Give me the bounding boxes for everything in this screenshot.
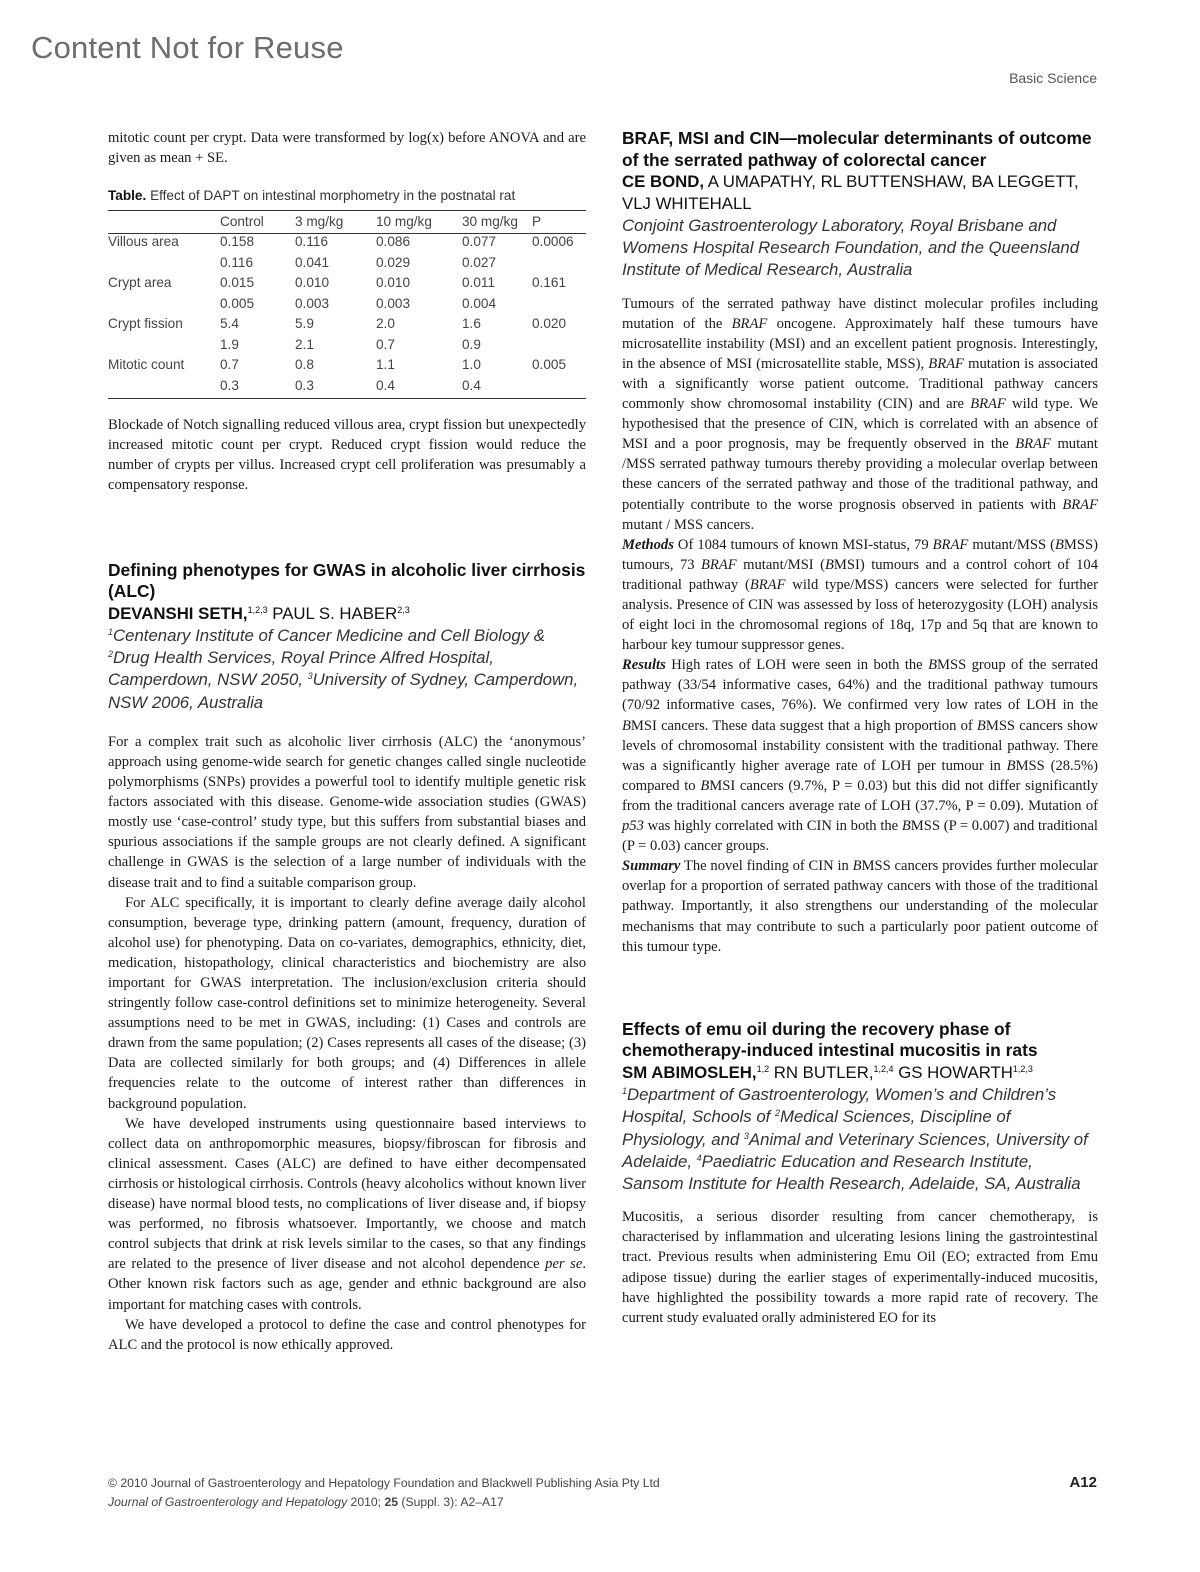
table-header-cell: 30 mg/kg xyxy=(462,211,532,234)
journal-name: Journal of Gastroenterology and Hepatology xyxy=(108,1495,348,1509)
paragraph-segment: We have developed instruments using questionnaire based interviews to collect data on anthropomorphic measures, biopsy/fibroscan for fibrosis and clinical assessment. Cases (ALC) are defined to have either decompensated cirrhosis or histological cirrhosis. Controls (heavy alcoholics without known liver disease) have normal blood tests, no complications of liver disease and, if biopsy was performed, no fibrosis whatsoever. Importantly, we choose and match control subjects that drink at risk levels similar to the cases, so that any findings are related to the presence of liver disease and not alcohol dependence xyxy=(108,1115,586,1273)
text-segment: Of 1084 tumours of known MSI-status, 79 xyxy=(673,536,933,553)
table-row-label xyxy=(108,337,220,358)
table-cell: 0.8 xyxy=(295,357,314,373)
table-row xyxy=(108,275,586,296)
italic-term: B xyxy=(825,556,834,573)
author-names: A UMAPATHY, RL BUTTENSHAW, BA LEGGETT, VLJ WHITEHALL xyxy=(622,172,1079,213)
table-cell: 0.158 xyxy=(220,234,255,250)
italic-term: p53 xyxy=(622,818,644,835)
watermark: Content Not for Reuse xyxy=(31,30,344,65)
methods-heading: Methods xyxy=(622,536,674,553)
journal-volume: 25 xyxy=(384,1495,399,1509)
table-cell: 0.4 xyxy=(376,378,462,399)
table-row-label: Mitotic count xyxy=(108,357,185,373)
table-header-cell: 3 mg/kg xyxy=(295,211,376,234)
abstract-paragraph: For a complex trait such as alcoholic liver cirrhosis (ALC) the ‘anonymous’ approach using genome-wide search for genetic changes called single nucleotide polymorphisms (SNPs) provides a powerful tool to identify multiple genetic risk factors associated with this disease. Genome-wide association studies (GWAS) mostly use ‘case-control’ study type, but this suffers from substantial biases and spurious associations if the sample groups are not clearly defined. A significant challenge in GWAS is the selection of a large number of individuals with the disease trait and to find a suitable comparison group. xyxy=(108,733,586,891)
table-row-label: Crypt area xyxy=(108,275,172,291)
table-cell: 5.4 xyxy=(220,316,239,332)
text-segment: mutant/MSI ( xyxy=(736,556,825,573)
text-segment: mutant/MSS ( xyxy=(968,536,1055,553)
table-cell: 0.003 xyxy=(376,295,411,311)
table-row xyxy=(108,378,586,399)
table-cell: 5.9 xyxy=(295,316,314,332)
affil-text: Medical Sciences, Discipline of Physiology, and xyxy=(622,1107,1011,1149)
text-segment: MSS cancers show levels of chromosomal instability consistent with the traditional pathway. There was a significantly higher average rate of LOH per tumour in xyxy=(622,717,1098,774)
abstract-paragraph xyxy=(622,294,1098,535)
table-cell: 0.029 xyxy=(376,254,411,270)
table-cell: 0.020 xyxy=(532,316,567,332)
table-cell: 0.010 xyxy=(295,275,330,291)
affil-text: Paediatric Education and Research Institute, Sansom Institute for Health Research, Adelaide, SA, Australia xyxy=(622,1151,1081,1194)
author-name: RN BUTLER, xyxy=(769,1062,874,1082)
abstract-paragraph: For ALC specifically, it is important to clearly define average daily alcohol consumption, beverage type, drinking pattern (amount, frequency, duration of alcohol use) for phenotyping. Data on co-variates, demographics, ethnicity, diet, medication, histopathology, clinical characteristics and biochemistry are also important for GWAS interpretation. The inclusion/exclusion criteria should stringently follow case-control definitions set to minimize heterogeneity. Several assumptions need to be met in GWAS, including: (1) Cases and controls are drawn from the same population; (2) Cases represents all cases of the disease; (3) Data are collected similarly for both groups; and (4) Differences in allele frequencies relate to the outcome of interest rather than differences in background population. xyxy=(108,894,586,1112)
author-sup: 1,2,3 xyxy=(247,604,268,615)
article-title: Defining phenotypes for GWAS in alcoholic liver cirrhosis (ALC) xyxy=(108,559,586,602)
text-segment: MSI cancers (9.7%, P = 0.03) but this did not differ significantly from the traditional cancers average rate of LOH (37.7%, P = 0.09). Mutation of xyxy=(622,777,1098,814)
abstract-results xyxy=(622,655,1098,856)
text-segment: oncogene. Approximately half these tumours have microsatellite instability (MSI) and an excellent patient prognosis. Interestingly, in the absence of MSI (microsatellite stable, MSS), xyxy=(622,315,1098,372)
author-name: CE BOND, xyxy=(622,172,705,191)
italic-term: BRAF xyxy=(701,556,737,573)
table-header-cell: 10 mg/kg xyxy=(376,211,462,234)
journal-issue-pages: (Suppl. 3): A2–A17 xyxy=(398,1495,504,1509)
table-cell xyxy=(532,337,586,358)
right-column xyxy=(622,128,1098,1328)
summary-heading: Summary xyxy=(622,858,681,875)
text-segment: High rates of LOH were seen in both the xyxy=(665,657,929,674)
table-discussion-text: Blockade of Notch signalling reduced villous area, crypt fission but unexpectedly increased mitotic count per crypt. Reduced crypt fission would reduce the number of crypts per villus. Increased crypt cell proliferation was presumably a compensatory response. xyxy=(108,417,586,494)
table-cell: 0.011 xyxy=(462,275,496,291)
table-cell: 0.015 xyxy=(220,275,255,291)
table-cell xyxy=(532,255,586,276)
results-text xyxy=(622,657,1098,854)
affil-sup: 3 xyxy=(743,1130,749,1141)
affil-sup: 1 xyxy=(108,627,114,638)
table-cell: 0.010 xyxy=(376,275,411,291)
author-sup: 1,2,4 xyxy=(873,1063,894,1074)
table-caption xyxy=(108,188,586,203)
italic-term: B xyxy=(1006,757,1016,774)
table-cell: 0.9 xyxy=(462,336,481,352)
table-row-label xyxy=(108,296,220,317)
italic-term: B xyxy=(852,858,862,875)
table-cell: 1.6 xyxy=(462,316,481,332)
article-title: BRAF, MSI and CIN—molecular determinants of outcome of the serrated pathway of colorectal cancer xyxy=(622,128,1092,170)
italic-term: BRAF xyxy=(731,315,768,332)
article-title: Effects of emu oil during the recovery phase of chemotherapy-induced intestinal mucositis in rats xyxy=(622,1018,1038,1061)
table-cell: 0.116 xyxy=(220,254,254,270)
abstract-paragraph: Mucositis, a serious disorder resulting from cancer chemotherapy, is characterised by inflammation and ulcerating lesions lining the gastrointestinal tract. Previous results when administering Emu Oil (EO; extracted from Emu adipose tissue) during the earlier stages of experimentally-induced mucositis, have highlighted the possibility towards a more rapid rate of recovery. The current study evaluated orally administered EO for its xyxy=(622,1209,1098,1326)
morphometry-table xyxy=(108,210,586,399)
article-affiliations: Conjoint Gastroenterology Laboratory, Royal Brisbane and Womens Hospital Research Foundation, and the Queensland Institute of Medical Research, Australia xyxy=(622,216,1080,280)
article-authors xyxy=(622,171,1098,214)
text-segment: wild type. We hypothesised that the presence of CIN, which is correlated with an absence of MSI and a poor prognosis, may be frequently observed in the xyxy=(622,396,1098,453)
table-row-label xyxy=(108,378,220,399)
author-sup: 1,2 xyxy=(756,1063,770,1074)
table-header-row xyxy=(108,211,586,234)
table-cell: 0.005 xyxy=(220,295,255,311)
table-row xyxy=(108,357,586,378)
table-row xyxy=(108,316,586,337)
text-segment: MSS (28.5%) compared to xyxy=(622,757,1098,794)
table-cell: 0.004 xyxy=(462,295,497,311)
table-row xyxy=(108,296,586,317)
italic-term: BRAF xyxy=(932,536,969,553)
italic-term: B xyxy=(1055,536,1064,553)
text-segment: mutant / MSS cancers. xyxy=(622,516,755,533)
affil-text: Department of Gastroenterology, Women’s and Children’s Hospital, Schools of xyxy=(622,1085,1057,1127)
left-column xyxy=(108,128,586,1355)
table-cell: 2.1 xyxy=(295,336,314,352)
abstract-summary xyxy=(622,856,1098,956)
abstract-paragraph xyxy=(108,1114,586,1315)
text-segment: MSS group of the serrated pathway (33/54 informative cases, 64%) and the traditional pathway tumours (70/92 informative cases, 76%). We confirmed very low rates of LOH in the xyxy=(622,657,1098,714)
journal-year: 2010; xyxy=(347,1495,385,1509)
italic-term: B xyxy=(901,818,911,835)
table-cell: 0.003 xyxy=(295,295,330,311)
methods-text xyxy=(622,537,1098,653)
italic-term: B xyxy=(622,717,631,734)
table-header-cell: Control xyxy=(220,211,295,234)
table-cell: 1.9 xyxy=(220,336,239,352)
table-header-cell: P xyxy=(532,211,586,234)
text-segment: MSS cancers provides further molecular overlap for a proportion of serrated pathway cancers with those of the traditional pathway. Importantly, it also strengthens our understanding of the molecular mechanisms that may contribute to such a particularly poor patient outcome of this tumour type. xyxy=(622,858,1099,955)
italic-term: B xyxy=(928,657,937,674)
author-name: PAUL S. HABER xyxy=(267,603,398,623)
table-cell: 0.041 xyxy=(295,254,330,270)
table-cell: 0.161 xyxy=(532,275,567,291)
table-cell: 0.116 xyxy=(295,234,329,250)
article-authors xyxy=(108,603,586,625)
table-cell: 0.3 xyxy=(220,378,295,399)
author-name: DEVANSHI SETH, xyxy=(108,603,248,623)
text-segment: was highly correlated with CIN in both the xyxy=(643,818,902,835)
table-row xyxy=(108,234,586,255)
text-segment: Tumours of the serrated pathway have distinct molecular profiles including mutation of the xyxy=(622,295,1098,332)
affil-sup: 1 xyxy=(622,1086,628,1097)
author-sup: 2,3 xyxy=(397,604,410,615)
text-segment: MSI) tumours and a control cohort of 104 traditional pathway ( xyxy=(622,556,1099,593)
table-cell: 0.7 xyxy=(220,357,239,373)
table-caption-label: Table. xyxy=(108,188,147,204)
summary-text xyxy=(622,858,1098,954)
page-number: A12 xyxy=(1069,1474,1097,1491)
table-row-label xyxy=(108,255,220,276)
footer-journal-citation xyxy=(108,1495,504,1509)
abstract-methods xyxy=(622,535,1098,656)
table-cell: 0.027 xyxy=(462,254,497,270)
table-row-label: Villous area xyxy=(108,234,179,250)
article-affiliations xyxy=(108,625,586,714)
text-segment: The novel finding of CIN in xyxy=(680,858,853,875)
table-cell: 1.1 xyxy=(376,357,395,373)
text-segment: MSI cancers. These data suggest that a high proportion of xyxy=(630,717,977,734)
table-cell: 1.0 xyxy=(462,357,481,373)
italic-term: BRAF xyxy=(970,396,1006,413)
affil-sup: 4 xyxy=(696,1152,702,1163)
table-row xyxy=(108,255,586,276)
footer-copyright: © 2010 Journal of Gastroenterology and Hepatology Foundation and Blackwell Publishing Asia Pty Ltd xyxy=(108,1476,660,1490)
text-segment: MSS) tumours, 73 xyxy=(622,536,1098,573)
table-header-cell xyxy=(108,211,220,234)
affil-sup: 2 xyxy=(774,1108,780,1119)
paragraph-segment: . Other known risk factors such as age, gender and ethnic background are also important for matching cases with controls. xyxy=(108,1256,586,1313)
table-row-label: Crypt fission xyxy=(108,316,183,332)
article-affiliations xyxy=(622,1084,1098,1195)
italic-term: BRAF xyxy=(928,355,964,372)
table-cell: 0.077 xyxy=(462,234,497,250)
table-cell: 0.086 xyxy=(376,234,411,250)
table-cell: 0.7 xyxy=(376,336,395,352)
previous-abstract-text: mitotic count per crypt. Data were transformed by log(x) before ANOVA and are given as mean + SE. xyxy=(108,130,586,167)
italic-term: B xyxy=(976,717,986,734)
article-authors xyxy=(622,1062,1098,1084)
text-segment: MSS (P = 0.007) and traditional (P = 0.03) cancer groups. xyxy=(622,818,1098,855)
table-cell: 0.3 xyxy=(295,378,376,399)
text-segment: wild type/MSS) cancers were selected for further analysis. Presence of CIN was assessed by loss of heterozygosity (LOH) analysis of eight loci in the chromosomal regions of 18q, 17p and 5q that are known to harbour key tumour suppressor genes. xyxy=(622,576,1098,654)
italic-term: B xyxy=(700,777,710,794)
table-cell xyxy=(532,378,586,399)
author-sup: 1,2,3 xyxy=(1012,1063,1033,1074)
text-segment: mutant /MSS serrated pathway tumours thereby providing a molecular overlap between these cancers of the serrated pathway and those of the traditional pathway, and potentially contribute to the worse prognosis observed in patients with xyxy=(622,436,1098,513)
table-cell: 0.0006 xyxy=(532,234,574,250)
author-name: GS HOWARTH xyxy=(893,1062,1013,1082)
affil-text: University of Sydney, Camperdown, NSW 2006, Australia xyxy=(108,670,579,712)
abstract-paragraph: We have developed a protocol to define the case and control phenotypes for ALC and the protocol is now ethically approved. xyxy=(108,1316,586,1353)
affil-text: Animal and Veterinary Sciences, University of Adelaide, xyxy=(622,1129,1088,1171)
affil-sup: 2 xyxy=(108,649,114,660)
author-name: SM ABIMOSLEH, xyxy=(622,1062,757,1082)
results-heading: Results xyxy=(622,657,666,674)
paragraph-emphasis: per se xyxy=(545,1256,583,1273)
italic-term: BRAF xyxy=(1015,436,1051,453)
italic-term: BRAF xyxy=(749,576,786,593)
section-label: Basic Science xyxy=(1009,70,1097,86)
table-cell xyxy=(532,296,586,317)
italic-term: BRAF xyxy=(1062,496,1098,513)
table-caption-text: Effect of DAPT on intestinal morphometry in the postnatal rat xyxy=(150,188,516,204)
table-cell: 0.4 xyxy=(462,378,532,399)
table-cell: 2.0 xyxy=(376,316,395,332)
affil-sup: 3 xyxy=(307,671,313,682)
affil-text: Centenary Institute of Cancer Medicine and Cell Biology & xyxy=(113,626,545,646)
table-row xyxy=(108,337,586,358)
table-cell: 0.005 xyxy=(532,357,567,373)
text-segment: mutation is associated with a significantly worse patient outcome. Traditional pathway cancers commonly show chromosomal instability (CIN) and are xyxy=(622,355,1098,413)
affil-text: Drug Health Services, Royal Prince Alfred Hospital, Camperdown, NSW 2050, xyxy=(108,648,494,690)
